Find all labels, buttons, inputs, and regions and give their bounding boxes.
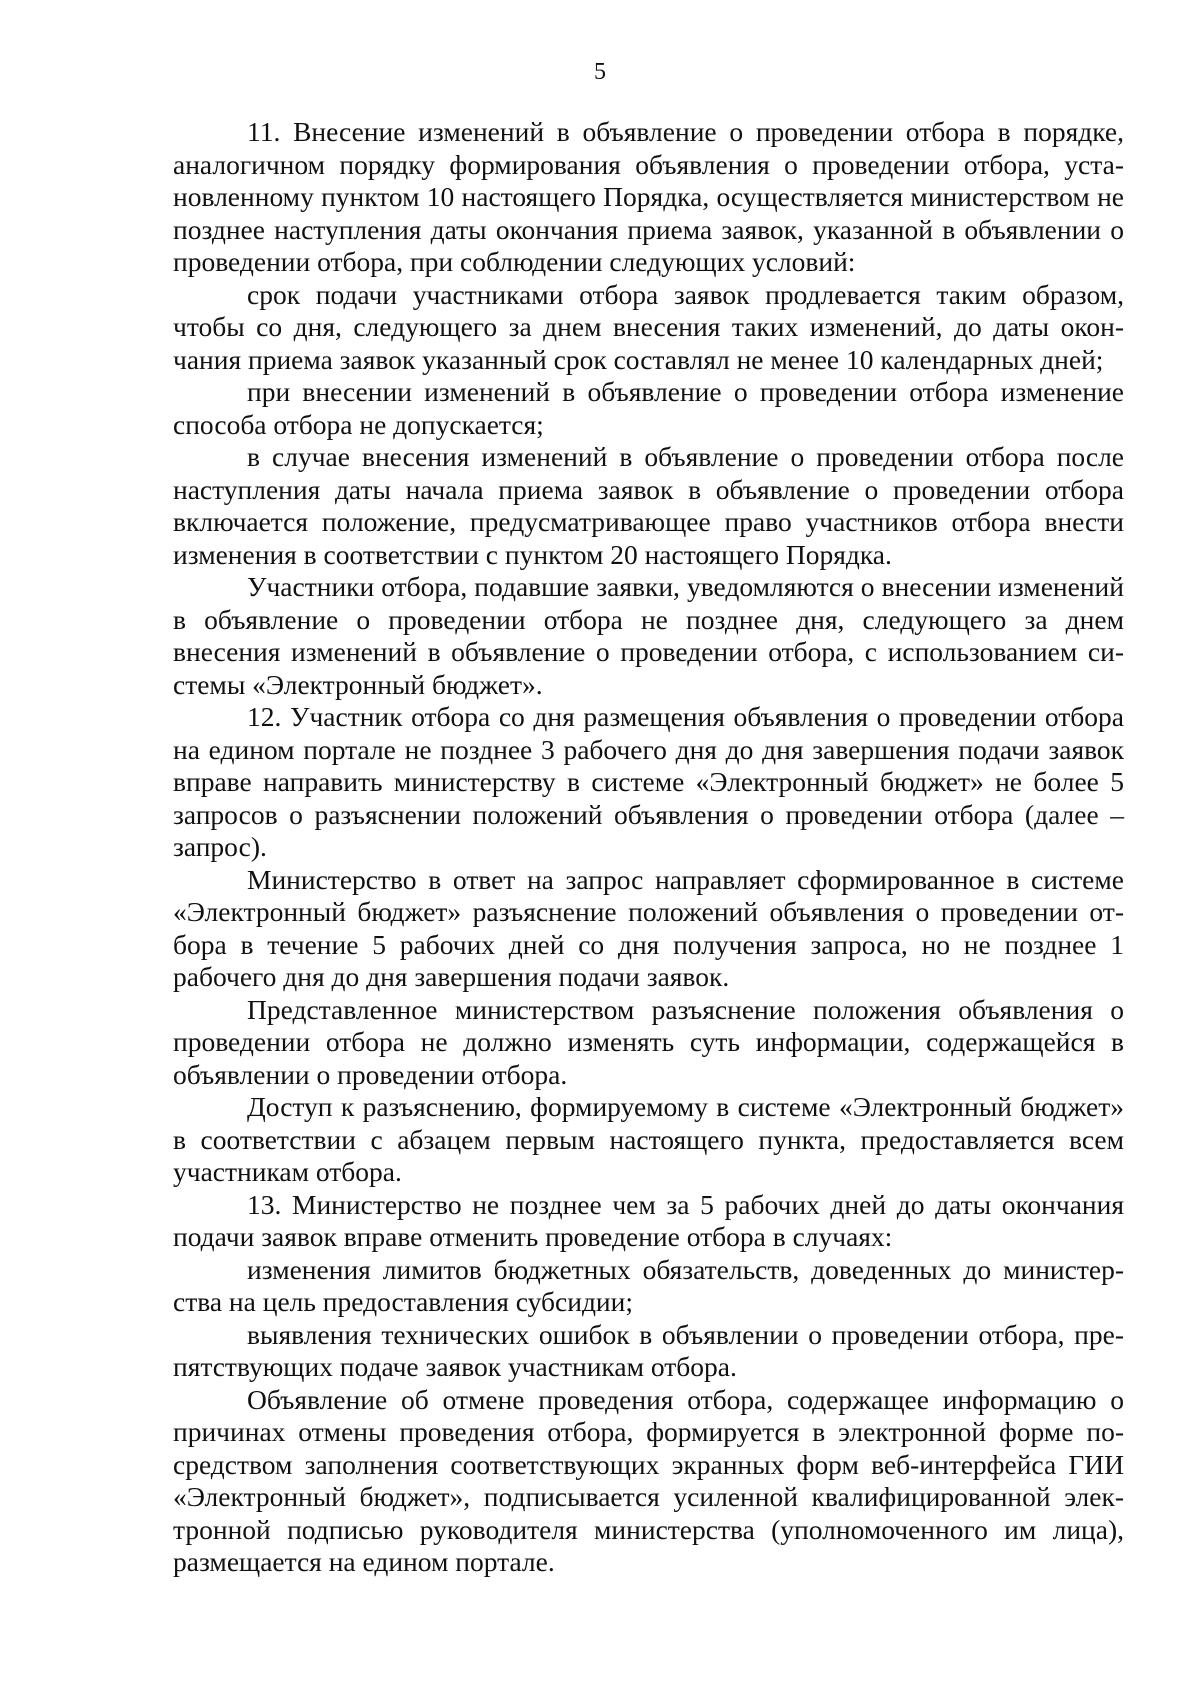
paragraph-clarification-access: Доступ к разъяснению, формируемому в системе «Электронный бюджет» в соответствии с абзацем первым настоящего пункта, предоставляется всем участникам отбора. xyxy=(173,1091,1124,1187)
document-body xyxy=(173,116,1124,1579)
paragraph-11: 11. Внесение изменений в объявление о проведении отбора в порядке, аналогичном порядку формирования объявления о проведении отбора, установленному пунктом 10 настоящего Порядка, осуществляется министерством не позднее наступления даты окончания приема заявок, указанной в объявлении о проведении отбора, при соблюдении следующих условий: xyxy=(173,116,1124,277)
paragraph-13: 13. Министерство не позднее чем за 5 рабочих дней до даты окончания подачи заявок вправе отменить проведение отбора в случаях: xyxy=(173,1188,1124,1252)
paragraph-changes-after-start: в случае внесения изменений в объявление о проведении отбора после наступления даты начала приема заявок в объявление о проведении отбора включается положение, предусматривающее право участников отбора внести изменения в соответствии с пунктом 20 настоящего Порядка. xyxy=(173,441,1124,570)
paragraph-participant-notification: Участники отбора, подавшие заявки, уведомляются о внесении изменений в объявление о проведении отбора не позднее дня, следующего за днем внесения изменений в объявление о проведении отбора, с использованием системы «Электронный бюджет». xyxy=(173,571,1124,700)
paragraph-12: 12. Участник отбора со дня размещения объявления о проведении отбора на едином портале не позднее 3 рабочего дня до дня завершения подачи заявок вправе направить министерству в системе «Электронный бюджет» не более 5 запросов о разъяснении положений объявления о проведении отбора (далее – запрос). xyxy=(173,701,1124,862)
paragraph-ministry-response: Министерство в ответ на запрос направляет сформированное в системе «Электронный бюджет» разъяснение положений объявления о проведении отбора в течение 5 рабочих дней со дня получения запроса, но не позднее 1 рабочего дня до дня завершения подачи заявок. xyxy=(173,863,1124,992)
paragraph-technical-errors: выявления технических ошибок в объявлении о проведении отбора, препятствующих подаче заявок участникам отбора. xyxy=(173,1318,1124,1382)
paragraph-method-unchanged: при внесении изменений в объявление о проведении отбора изменение способа отбора не допускается; xyxy=(173,376,1124,440)
paragraph-deadline-extension: срок подачи участниками отбора заявок продлевается таким образом, чтобы со дня, следующего за днем внесения таких изменений, до даты окончания приема заявок указанный срок составлял не менее 10 календарных дней; xyxy=(173,278,1124,375)
paragraph-cancellation-notice: Объявление об отмене проведения отбора, содержащее информацию о причинах отмены проведения отбора, формируется в электронной форме посредством заполнения соответствующих экранных форм веб-интерфейса ГИИ «Электронный бюджет», подписывается усиленной квалифицированной электронной подписью руководителя министерства (уполномоченного им лица), размещается на едином портале. xyxy=(173,1383,1124,1577)
page-number: 5 xyxy=(594,59,606,85)
paragraph-limits-change: изменения лимитов бюджетных обязательств, доведенных до министерства на цель предоставления субсидии; xyxy=(173,1253,1124,1317)
paragraph-clarification-scope: Представленное министерством разъяснение положения объявления о проведении отбора не должно изменять суть информации, содержащейся в объявлении о проведении отбора. xyxy=(173,993,1124,1090)
